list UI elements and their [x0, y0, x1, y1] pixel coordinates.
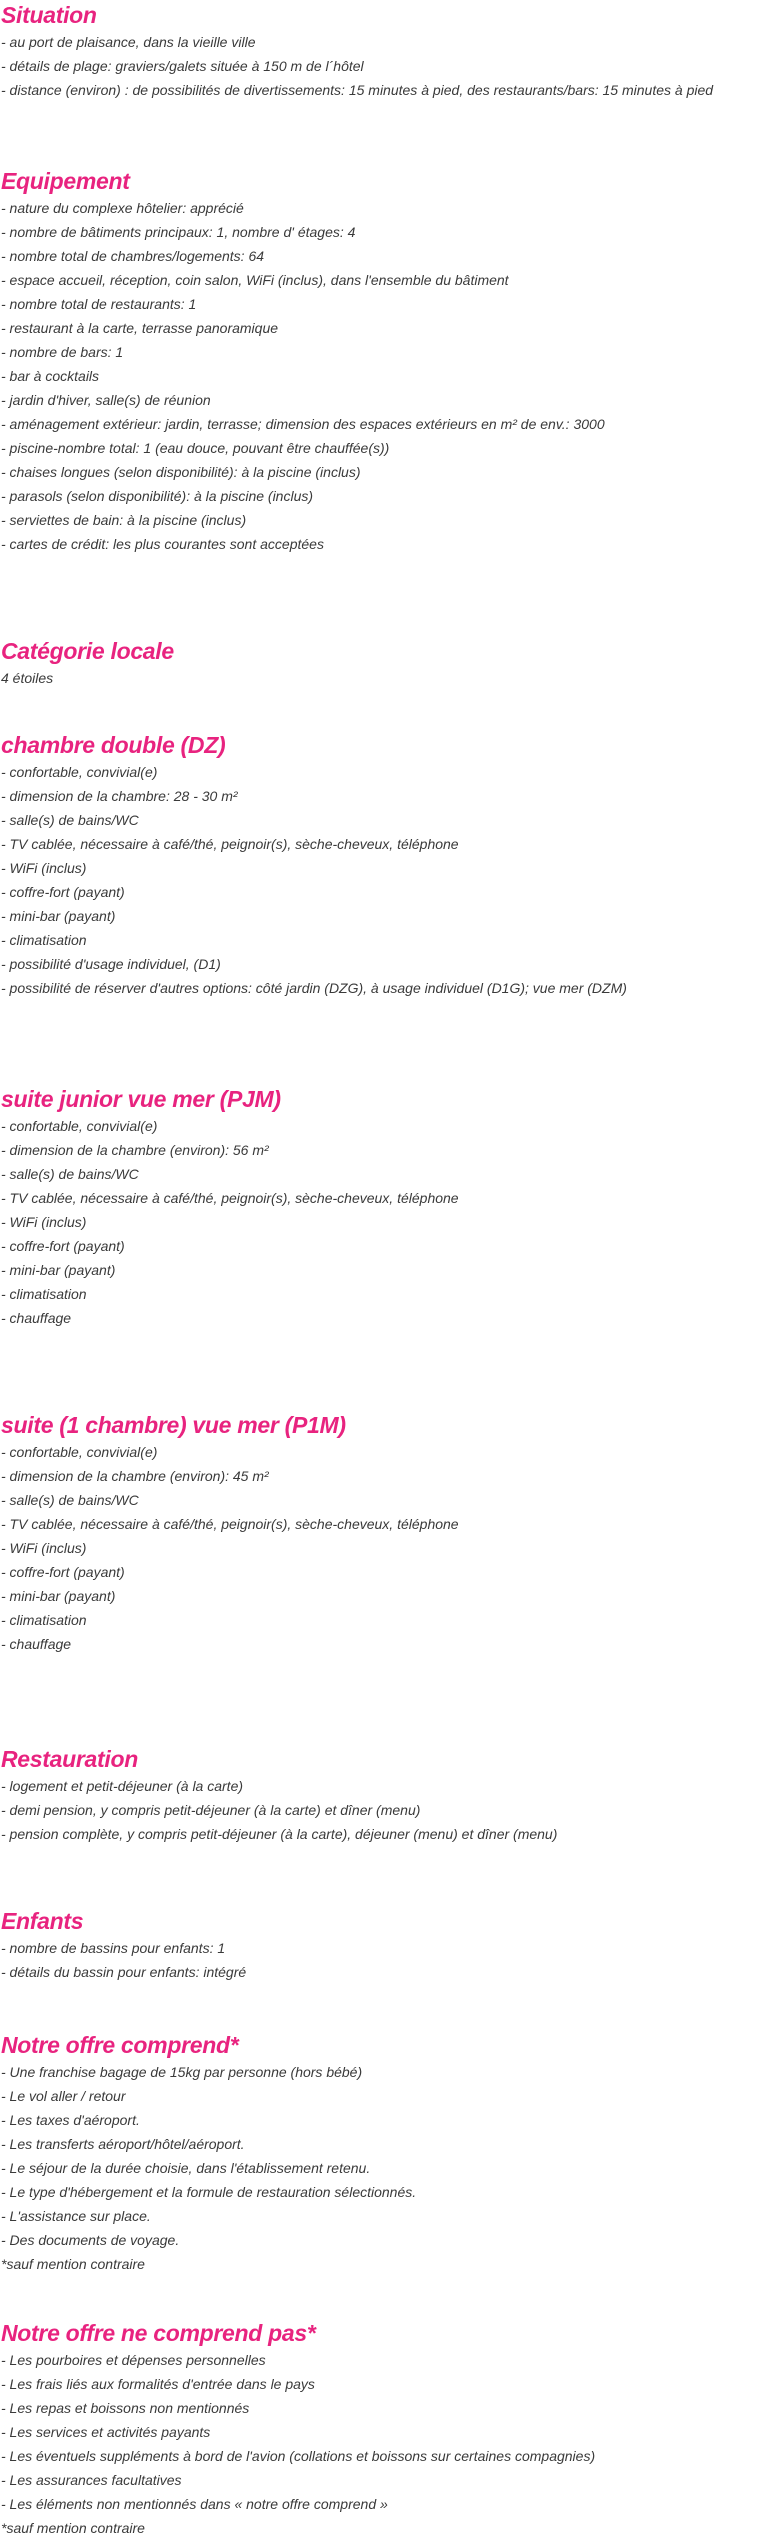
list-item: - chaises longues (selon disponibilité): à la piscine (inclus): [1, 464, 361, 480]
section-equipement: [1, 166, 758, 636]
list-item: - distance (environ) : de possibilités de divertissements: 15 minutes à pied, des restaurants/bars: 15 minutes à pied: [1, 82, 714, 98]
section-title: chambre double (DZ): [1, 732, 226, 758]
list-item: - Les transferts aéroport/hôtel/aéroport.: [1, 2136, 245, 2152]
list-item: - nombre de bassins pour enfants: 1: [1, 1940, 226, 1956]
list-item: - WiFi (inclus): [1, 1540, 87, 1556]
list-item: - Une franchise bagage de 15kg par personne (hors bébé): [1, 2064, 363, 2080]
section-suite-1-chambre: [1, 1410, 758, 1744]
list-item: - coffre-fort (payant): [1, 1564, 125, 1580]
list-item: - salle(s) de bains/WC: [1, 1166, 139, 1182]
list-item: - confortable, convivial(e): [1, 1444, 158, 1460]
list-item: - Les repas et boissons non mentionnés: [1, 2400, 250, 2416]
section-categorie-locale: [1, 636, 758, 730]
list-item: - Les taxes d'aéroport.: [1, 2112, 140, 2128]
list-item: - dimension de la chambre (environ): 56 m²: [1, 1142, 269, 1158]
list-item: - bar à cocktails: [1, 368, 100, 384]
list-item: - chauffage: [1, 1636, 72, 1652]
section-title: Notre offre comprend*: [1, 2032, 239, 2058]
list-item: - Des documents de voyage.: [1, 2232, 180, 2248]
list-item: - détails de plage: graviers/galets située à 150 m de l´hôtel: [1, 58, 364, 74]
list-item: - WiFi (inclus): [1, 860, 87, 876]
equipement-list: [1, 196, 758, 556]
section-title: Catégorie locale: [1, 638, 174, 664]
list-item: - nombre total de chambres/logements: 64: [1, 248, 265, 264]
list-item: - détails du bassin pour enfants: intégré: [1, 1964, 247, 1980]
list-item: - nombre de bâtiments principaux: 1, nombre d' étages: 4: [1, 224, 356, 240]
section-title: suite (1 chambre) vue mer (P1M): [1, 1412, 346, 1438]
list-item: - restaurant à la carte, terrasse panoramique: [1, 320, 279, 336]
list-item: - piscine-nombre total: 1 (eau douce, pouvant être chauffée(s)): [1, 440, 390, 456]
list-item: - salle(s) de bains/WC: [1, 1492, 139, 1508]
footnote: *sauf mention contraire: [1, 2520, 145, 2536]
list-item: - aménagement extérieur: jardin, terrasse; dimension des espaces extérieurs en m² de env.: 3000: [1, 416, 605, 432]
offre-comprend-list: [1, 2060, 758, 2276]
list-item: - TV cablée, nécessaire à café/thé, peignoir(s), sèche-cheveux, téléphone: [1, 1190, 459, 1206]
list-item: - Le séjour de la durée choisie, dans l'établissement retenu.: [1, 2160, 371, 2176]
section-enfants: [1, 1906, 758, 2030]
suite-1-chambre-list: [1, 1440, 758, 1656]
section-chambre-double: [1, 730, 758, 1084]
list-item: - jardin d'hiver, salle(s) de réunion: [1, 392, 211, 408]
section-title: Situation: [1, 2, 97, 28]
section-title: Notre offre ne comprend pas*: [1, 2320, 316, 2346]
list-item: - TV cablée, nécessaire à café/thé, peignoir(s), sèche-cheveux, téléphone: [1, 836, 459, 852]
list-item: - dimension de la chambre (environ): 45 m²: [1, 1468, 269, 1484]
chambre-double-list: [1, 760, 758, 1000]
list-item: - TV cablée, nécessaire à café/thé, peignoir(s), sèche-cheveux, téléphone: [1, 1516, 459, 1532]
list-item: - mini-bar (payant): [1, 908, 116, 924]
list-item: - WiFi (inclus): [1, 1214, 87, 1230]
list-item: - nature du complexe hôtelier: apprécié: [1, 200, 244, 216]
list-item: - Les éventuels suppléments à bord de l'avion (collations et boissons sur certaines compagnies): [1, 2448, 596, 2464]
suite-junior-list: [1, 1114, 758, 1330]
enfants-list: [1, 1936, 758, 1984]
list-item: - possibilité d'usage individuel, (D1): [1, 956, 221, 972]
list-item: - logement et petit-déjeuner (à la carte): [1, 1778, 244, 1794]
list-item: - Le vol aller / retour: [1, 2088, 126, 2104]
footnote: *sauf mention contraire: [1, 2256, 145, 2272]
list-item: - confortable, convivial(e): [1, 764, 158, 780]
list-item: - chauffage: [1, 1310, 72, 1326]
section-restauration: [1, 1744, 758, 1906]
list-item: - confortable, convivial(e): [1, 1118, 158, 1134]
restauration-list: [1, 1774, 758, 1846]
list-item: - coffre-fort (payant): [1, 1238, 125, 1254]
list-item: - au port de plaisance, dans la vieille ville: [1, 34, 256, 50]
section-title: suite junior vue mer (PJM): [1, 1086, 281, 1112]
list-item: - salle(s) de bains/WC: [1, 812, 139, 828]
list-item: - cartes de crédit: les plus courantes sont acceptées: [1, 536, 324, 552]
section-offre-ne-comprend-pas: [1, 2318, 758, 2536]
list-item: - nombre total de restaurants: 1: [1, 296, 197, 312]
list-item: - mini-bar (payant): [1, 1262, 116, 1278]
list-item: - climatisation: [1, 932, 87, 948]
list-item: - pension complète, y compris petit-déjeuner (à la carte), déjeuner (menu) et dîner (menu): [1, 1826, 558, 1842]
section-title: Equipement: [1, 168, 130, 194]
list-item: - nombre de bars: 1: [1, 344, 124, 360]
list-item: - demi pension, y compris petit-déjeuner (à la carte) et dîner (menu): [1, 1802, 421, 1818]
list-item: - Les assurances facultatives: [1, 2472, 182, 2488]
list-item: - coffre-fort (payant): [1, 884, 125, 900]
situation-list: [1, 30, 758, 102]
list-item: - Les frais liés aux formalités d'entrée dans le pays: [1, 2376, 315, 2392]
section-offre-comprend: [1, 2030, 758, 2318]
list-item: - parasols (selon disponibilité): à la piscine (inclus): [1, 488, 314, 504]
list-item: - Les pourboires et dépenses personnelles: [1, 2352, 266, 2368]
section-title: Restauration: [1, 1746, 138, 1772]
list-item: - Le type d'hébergement et la formule de restauration sélectionnés.: [1, 2184, 417, 2200]
list-item: - possibilité de réserver d'autres options: côté jardin (DZG), à usage individuel (D1G); vue mer (DZM): [1, 980, 627, 996]
list-item: - dimension de la chambre: 28 - 30 m²: [1, 788, 238, 804]
section-title: Enfants: [1, 1908, 84, 1934]
list-item: - climatisation: [1, 1286, 87, 1302]
list-item: - serviettes de bain: à la piscine (inclus): [1, 512, 247, 528]
list-item: - climatisation: [1, 1612, 87, 1628]
list-item: - L'assistance sur place.: [1, 2208, 151, 2224]
section-suite-junior: [1, 1084, 758, 1410]
list-item: - espace accueil, réception, coin salon, WiFi (inclus), dans l'ensemble du bâtiment: [1, 272, 509, 288]
list-item: - mini-bar (payant): [1, 1588, 116, 1604]
section-situation: [1, 0, 758, 166]
rating-text: 4 étoiles: [1, 670, 54, 686]
offre-ne-comprend-pas-list: [1, 2348, 758, 2540]
list-item: - Les services et activités payants: [1, 2424, 211, 2440]
list-item: - Les éléments non mentionnés dans « notre offre comprend »: [1, 2496, 388, 2512]
